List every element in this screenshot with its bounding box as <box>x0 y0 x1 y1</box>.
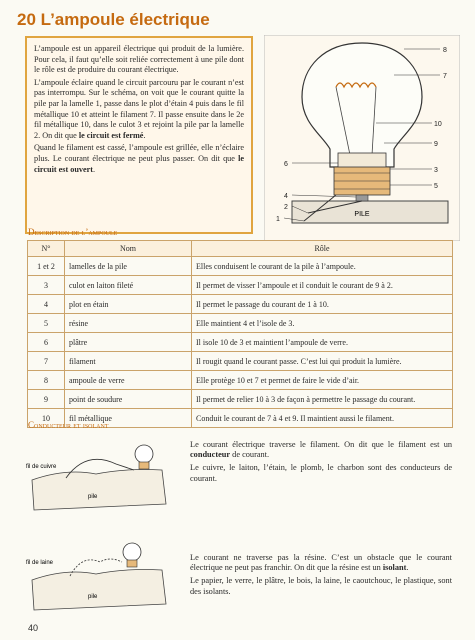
insulator-diagram <box>26 540 176 618</box>
open-circuit-term: le circuit est ouvert <box>34 153 244 174</box>
label-4: 4 <box>284 193 288 200</box>
table-row: 3 culot en laiton fileté Il permet de visser l’ampoule et il conduit le courant de 9 à 2. <box>28 276 453 295</box>
label-9: 9 <box>434 141 438 148</box>
conductor-paragraph-1: Le courant électrique traverse le filament. On dit que le filament est un conducteur de courant. <box>190 440 452 460</box>
table-row: 9 point de soudure Il permet de relier 10 à 3 de façon à permettre le passage du courant. <box>28 390 453 409</box>
conductor-diagram <box>26 440 176 518</box>
table-row: 1 et 2 lamelles de la pile Elles conduisent le courant de la pile à l’ampoule. <box>28 257 453 276</box>
table-row: 4 plot en étain Il permet le passage du courant de 1 à 10. <box>28 295 453 314</box>
intro-paragraph-3: Quand le filament est cassé, l’ampoule est grillée, elle n’éclaire plus. Le courant électrique ne peut plus passer. On dit que le circuit est ouvert. <box>34 143 244 174</box>
closed-circuit-term: le circuit est fermé <box>78 130 144 140</box>
table-row: 10 fil métallique Conduit le courant de 7 à 4 et 9. Il maintient aussi le filament. <box>28 409 453 428</box>
label-2: 2 <box>284 204 288 211</box>
insulator-paragraph-1: Le courant ne traverse pas la résine. C’est un obstacle que le courant électrique ne peut pas franchir. On dit que la résine est un isolant. <box>190 553 452 573</box>
table-row: 6 plâtre Il isole 10 de 3 et maintient l’ampoule de verre. <box>28 333 453 352</box>
header-name: Nom <box>65 241 192 257</box>
label-6: 6 <box>284 161 288 168</box>
label-7: 7 <box>443 73 447 80</box>
pile-label: PILE <box>354 211 370 218</box>
conductor-paragraph-2: Le cuivre, le laiton, l’étain, le plomb, le charbon sont des conducteurs de courant. <box>190 463 452 483</box>
label-10: 10 <box>434 121 442 128</box>
intro-box <box>25 36 253 234</box>
label-3: 3 <box>434 167 438 174</box>
section-conducteur-heading: Conducteur et isolant <box>28 420 109 430</box>
label-5: 5 <box>434 183 438 190</box>
table-row: 8 ampoule de verre Elle protège 10 et 7 et permet de faire le vide d’air. <box>28 371 453 390</box>
page-title: 20 L’ampoule électrique <box>17 10 210 29</box>
page-number: 40 <box>28 623 39 633</box>
pile-label-1: pile <box>88 494 98 500</box>
wool-wire-label: fil de laine <box>26 560 54 566</box>
section-description-heading: Description de l’ampoule <box>28 227 118 237</box>
intro-paragraph-1: L’ampoule est un appareil électrique qui produit de la lumière. Pour cela, il faut qu’elle soit reliée correctement à une pile dont le rôle est de produire du courant électrique. <box>34 44 244 75</box>
table-row: 7 filament Il rougit quand le courant passe. C’est lui qui produit la lumière. <box>28 352 453 371</box>
bulb-diagram <box>264 35 460 241</box>
insulator-paragraph-2: Le papier, le verre, le plâtre, le bois, la laine, le caoutchouc, le plastique, sont des isolants. <box>190 576 452 596</box>
intro-paragraph-2: L’ampoule éclaire quand le circuit parcouru par le courant n’est pas interrompu. Sur le schéma, on voit que le courant quitte la pile par la lamelle 1, passe dans le plot d’étain 4 puis dans le fil métallique 10 et atteint le filament 7. Il passe ensuite dans le 2e fil métallique 10, dans le culot 3 et rejoint la pile par la lamelle 2. On dit que le circuit est fermé. <box>34 77 244 140</box>
header-number: N° <box>28 241 65 257</box>
label-8: 8 <box>443 47 447 54</box>
pile-label-2: pile <box>88 594 98 600</box>
copper-wire-label: fil de cuivre <box>26 464 57 470</box>
label-1: 1 <box>276 216 280 223</box>
table-row: 5 résine Elle maintient 4 et l’isole de 3. <box>28 314 453 333</box>
insulator-text <box>190 553 452 600</box>
components-table <box>27 240 453 428</box>
header-role: Rôle <box>192 241 453 257</box>
conductor-text <box>190 440 452 487</box>
